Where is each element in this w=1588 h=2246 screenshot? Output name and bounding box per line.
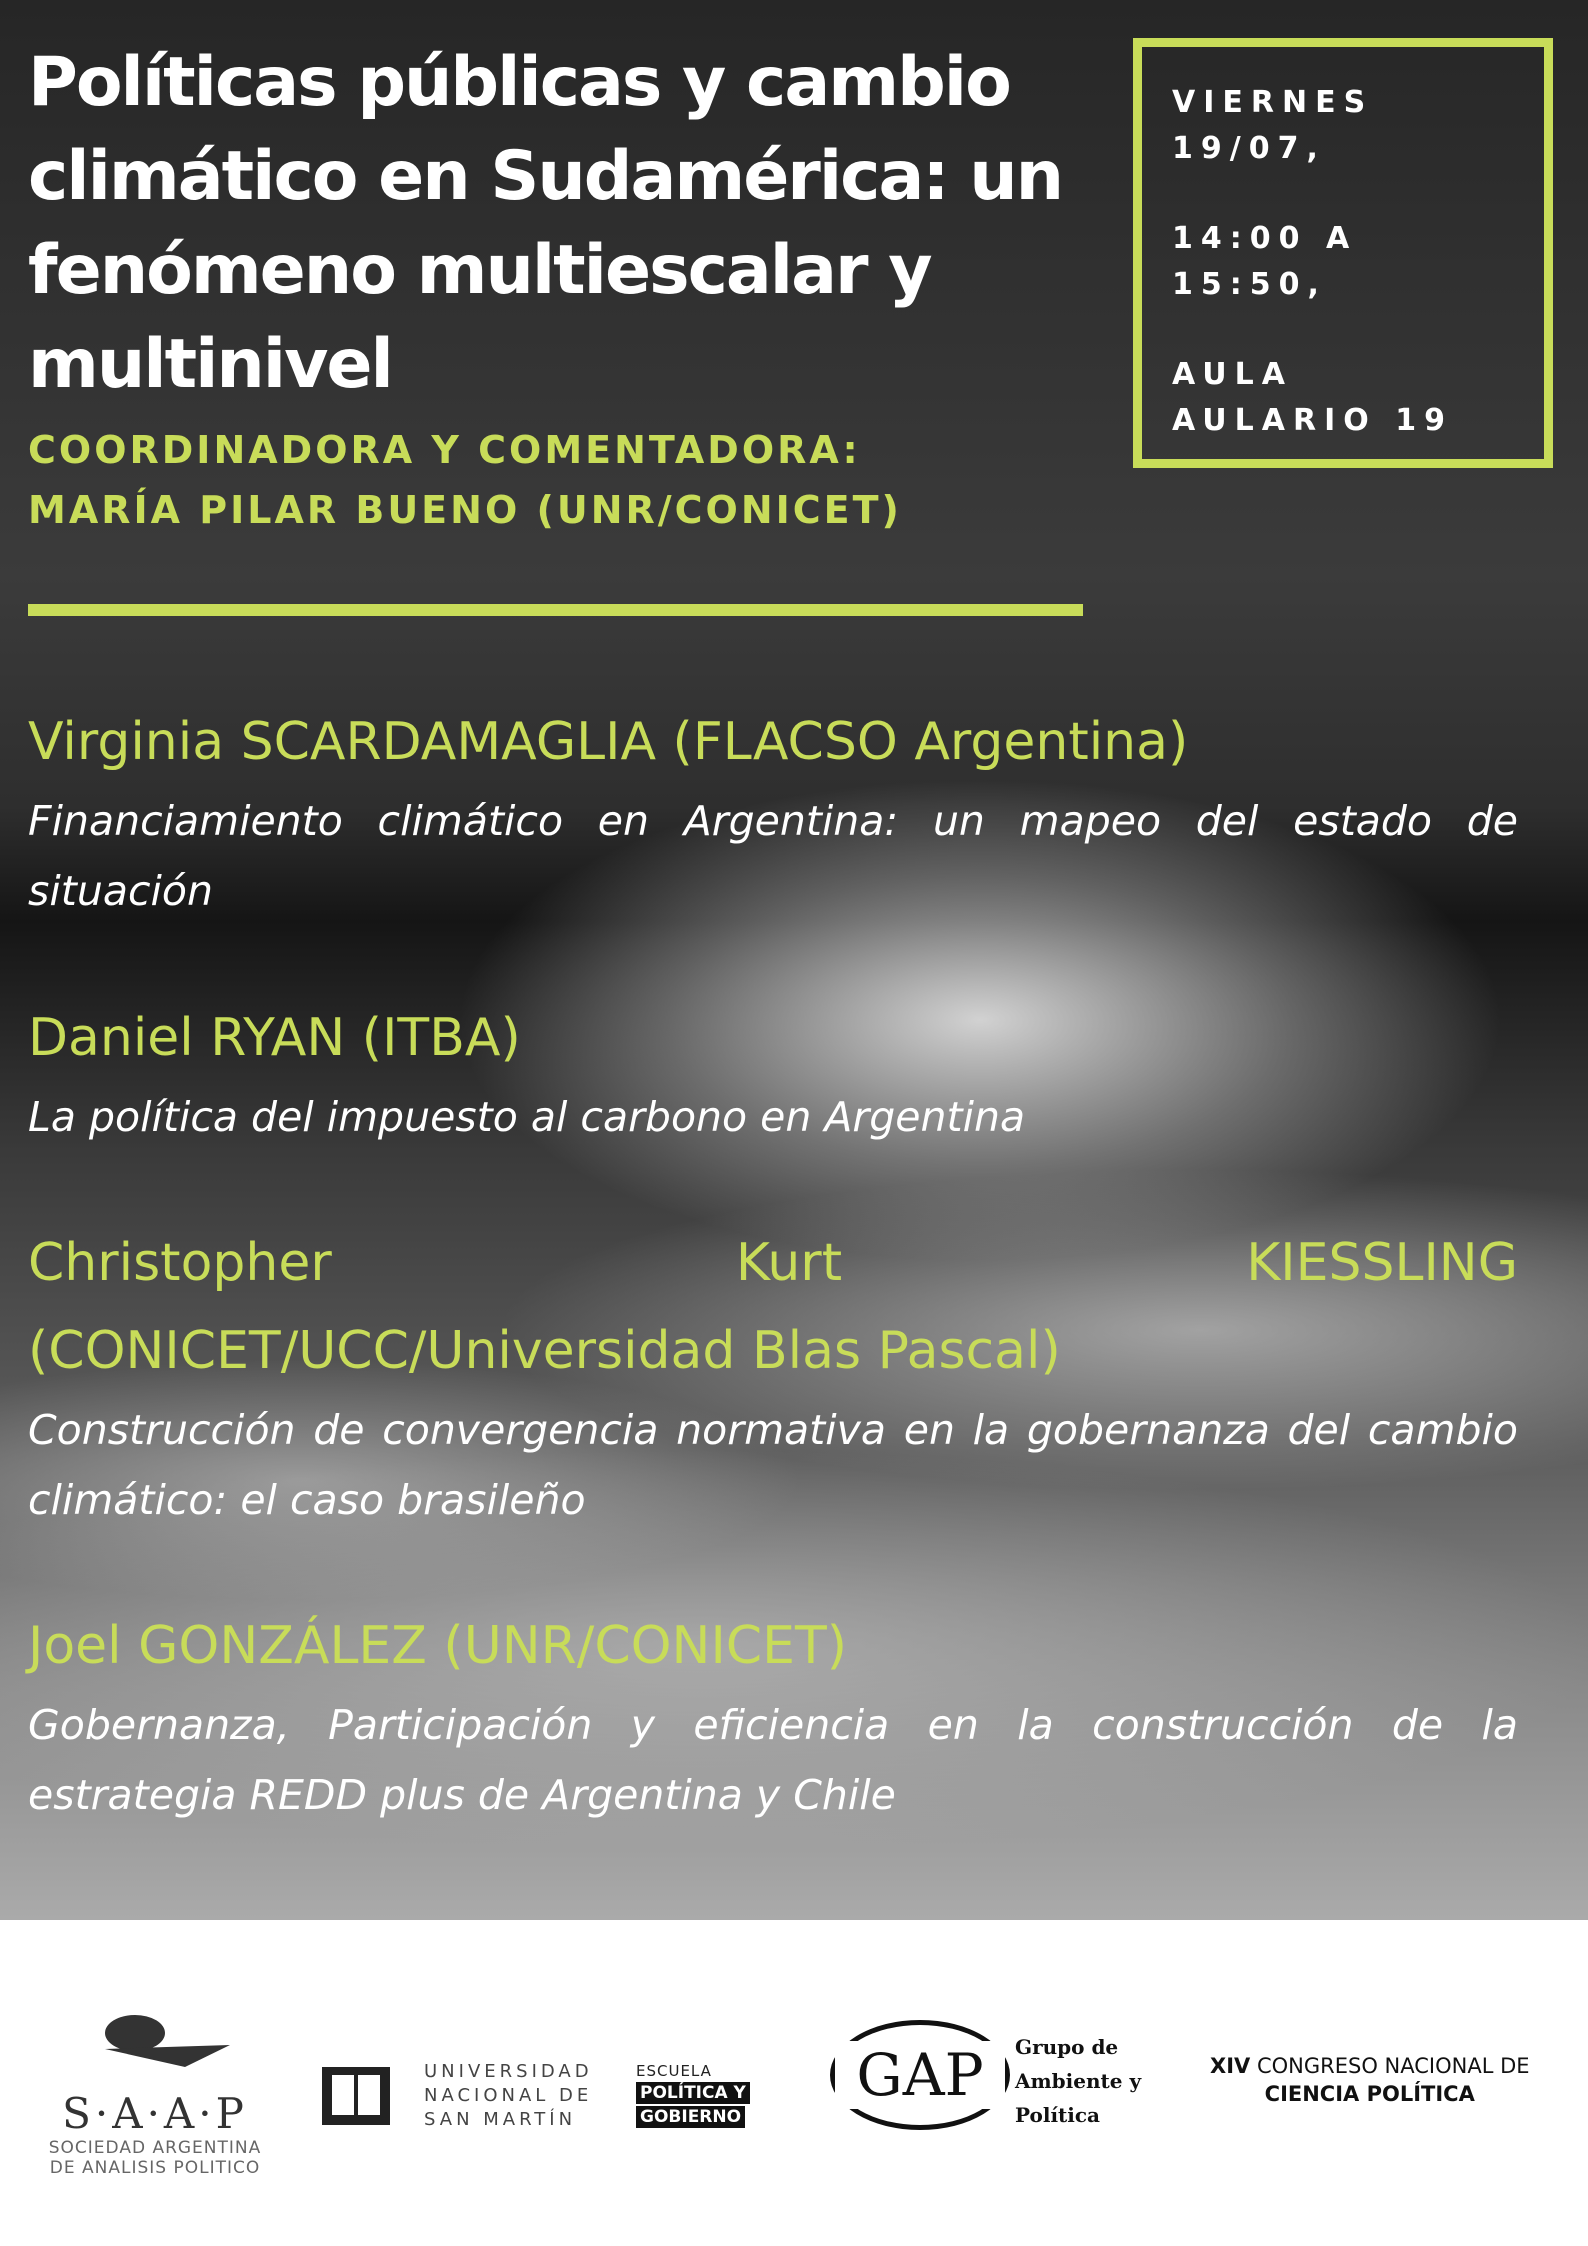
- saap-logo: S·A·A·P SOCIEDAD ARGENTINA DE ANALISIS POLITICO: [40, 2005, 270, 2178]
- coordinator-label: COORDINADORA Y COMENTADORA:: [28, 428, 861, 472]
- schedule-box: [1133, 38, 1553, 468]
- escuela-logo: ESCUELA POLÍTICA Y GOBIERNO: [636, 2062, 766, 2128]
- talk-title: Gobernanza, Participación y eficiencia en la construcción de la estrategia REDD plus de Argentina y Chile: [28, 1701, 1518, 1819]
- speaker-name: Christopher Kurt KIESSLING (CONICET/UCC/Universidad Blas Pascal): [28, 1233, 1518, 1381]
- page-title: Políticas públicas y cambio climático en Sudamérica: un fenómeno multiescalar y multinivel: [28, 43, 1063, 404]
- speaker-item: [28, 994, 1518, 1152]
- divider-line: [28, 604, 1083, 616]
- talk-title: Construcción de convergencia normativa en la gobernanza del cambio climático: el caso brasileño: [28, 1406, 1518, 1524]
- unsam-logo: UNIVERSIDAD NACIONAL DE SAN MARTÍN: [318, 2060, 593, 2132]
- coordinator-block: [28, 420, 902, 540]
- speaker-item: [28, 1602, 1518, 1830]
- gap-logo: GAP Grupo de Ambiente y Política: [830, 2020, 1010, 2130]
- congreso-logo: XIV CONGRESO NACIONAL DE CIENCIA POLÍTICA: [1210, 2054, 1530, 2106]
- speaker-name: Joel GONZÁLEZ (UNR/CONICET): [28, 1616, 847, 1676]
- schedule-date: VIERNES 19/07,: [1172, 85, 1374, 166]
- speaker-name: Daniel RYAN (ITBA): [28, 1008, 521, 1068]
- book-icon: [318, 2061, 394, 2131]
- coordinator-name: MARÍA PILAR BUENO (UNR/CONICET): [28, 488, 902, 532]
- schedule-room: AULA AULARIO 19: [1172, 357, 1453, 438]
- speaker-item: [28, 698, 1518, 926]
- schedule-time: 14:00 A 15:50,: [1172, 221, 1358, 302]
- talk-title: La política del impuesto al carbono en Argentina: [28, 1093, 1026, 1141]
- saap-mark-icon: [65, 2005, 245, 2085]
- speaker-name: Virginia SCARDAMAGLIA (FLACSO Argentina): [28, 712, 1189, 772]
- talk-title: Financiamiento climático en Argentina: un mapeo del estado de situación: [28, 797, 1518, 915]
- speaker-item: [28, 1219, 1518, 1535]
- sponsor-footer: [0, 1920, 1588, 2246]
